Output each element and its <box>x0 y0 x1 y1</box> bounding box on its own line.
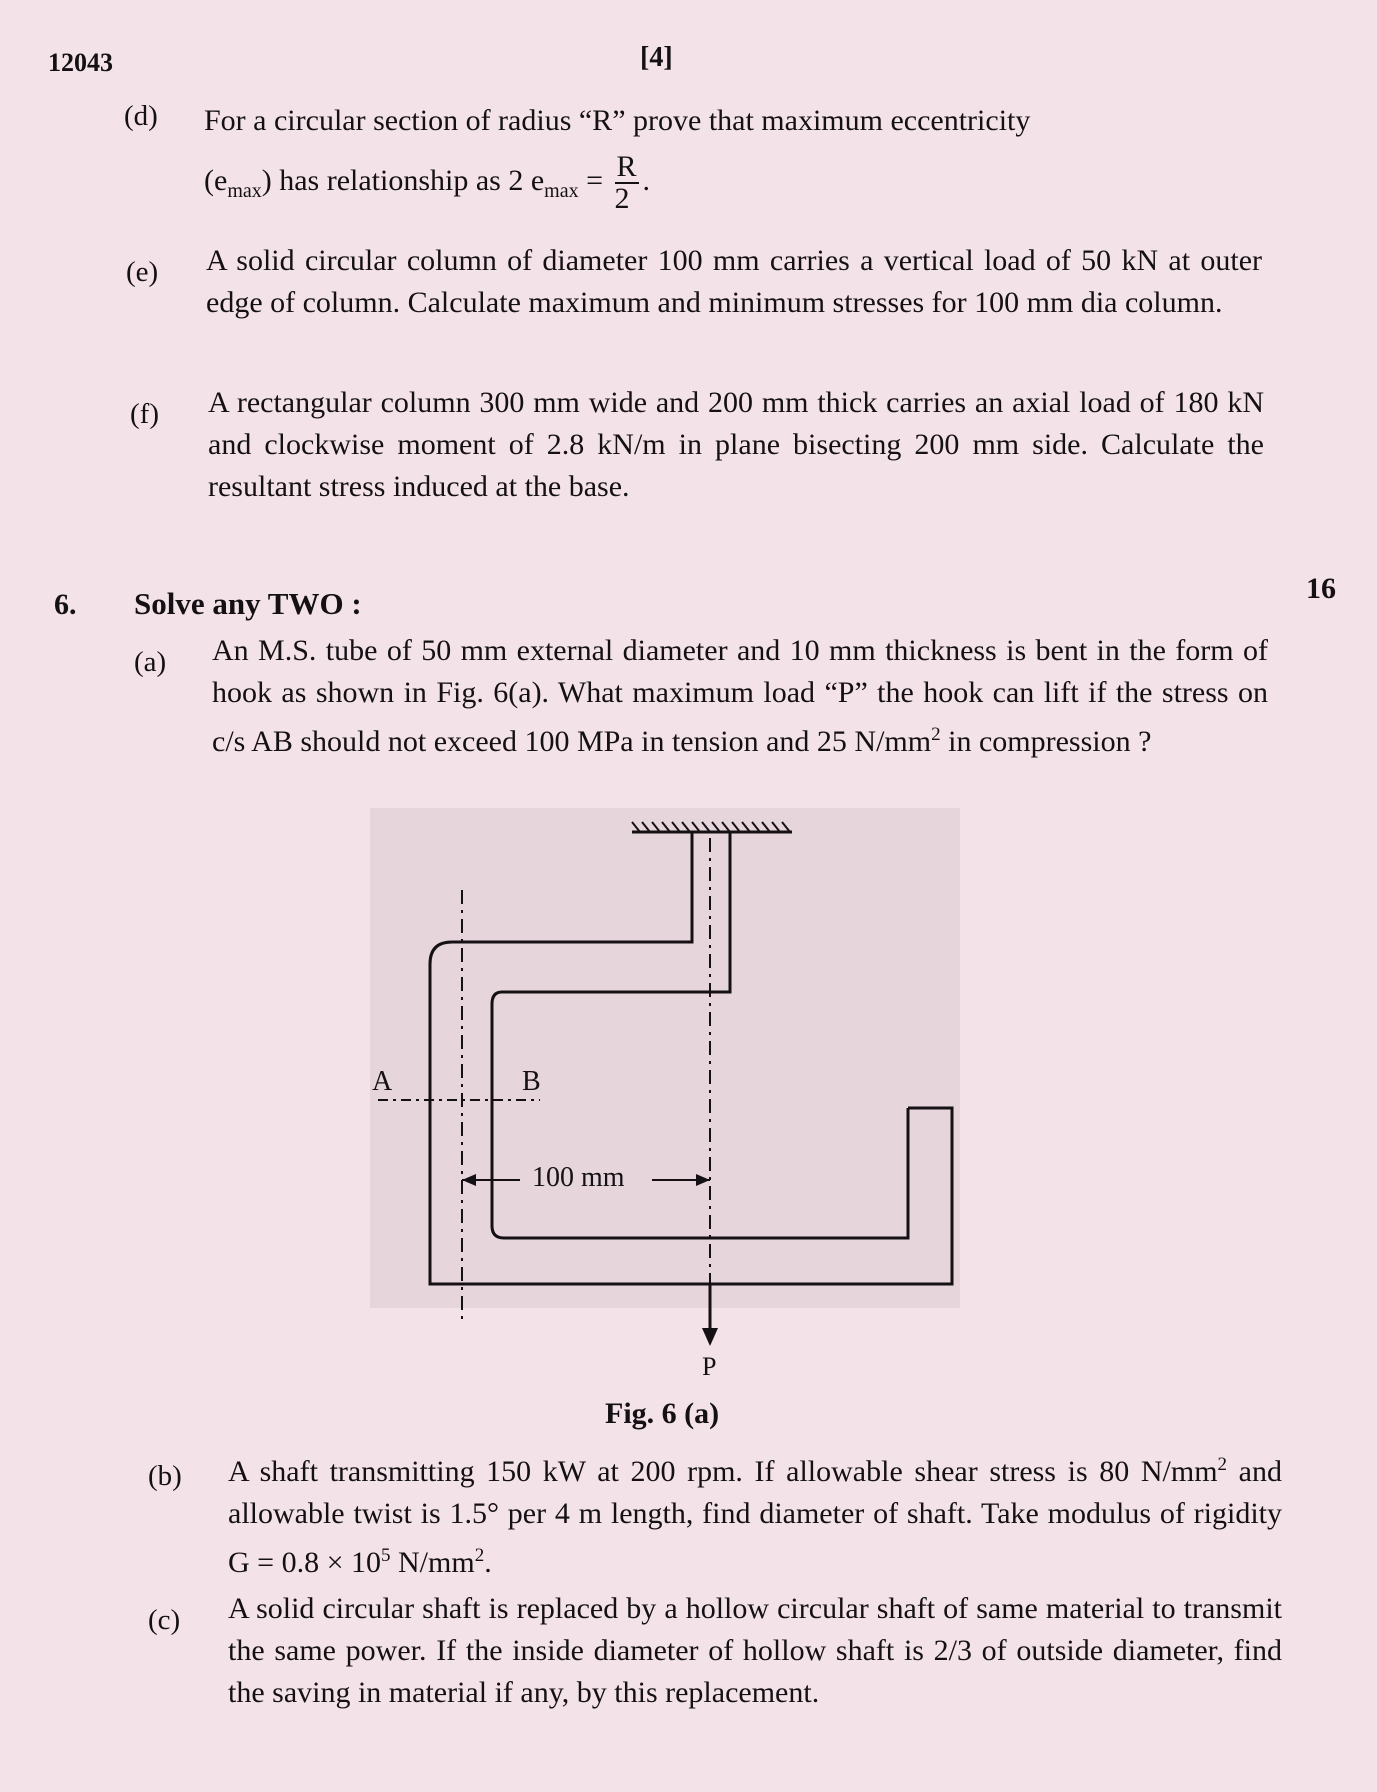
part-a-text: An M.S. tube of 50 mm external diameter and 10 mm thickness is bent in the form of hook as shown in Fig. 6(a). What maximum load “P” the hook can lift if the stress on c/s AB should not exceed 100 MPa in tension and 25 $N/mm^2$ in compression ? <box>212 634 1268 758</box>
part-b-text: A shaft transmitting 150 kW at 200 rpm. If allowable shear stress is 80 $N/mm^2$ and allowable twist is 1.5° per 4 m length, find diameter of shaft. Take modulus of rigidity $G = 0.8 \times 10^5$ $N/mm^2$. <box>228 1454 1282 1579</box>
figure-label-b: B <box>522 1066 541 1097</box>
question-marks: 16 <box>1306 572 1336 605</box>
question-number: 6. <box>54 588 77 621</box>
part-f-label: (f) <box>130 398 159 430</box>
part-d-line1: For a circular section of radius “R” prove that maximum eccentricity <box>204 104 1031 137</box>
fraction-r-over-2: $\frac{R}{2}$ <box>614 150 637 215</box>
figure-label-a: A <box>372 1066 393 1097</box>
page-number: [4] <box>640 42 673 73</box>
part-f-text: A rectangular column 300 mm wide and 200 mm thick carries an axial load of 180 kN and clockwise moment of 2.8 kN/m in plane bisecting 200 mm side. Calculate the resultant stress induced at the base. <box>208 386 1264 503</box>
question-title: Solve any TWO : <box>134 586 362 621</box>
figure-load-label: P <box>702 1352 717 1381</box>
part-d-line2: $(e_{max})$ has relationship as 2 $e_{max}$ = $\frac{R}{2}$ . <box>204 150 651 215</box>
figure-caption: Fig. 6 (a) <box>605 1397 720 1430</box>
part-d-label: (d) <box>124 100 158 132</box>
part-b-label: (b) <box>148 1460 182 1492</box>
part-e-text: A solid circular column of diameter 100 mm carries a vertical load of 50 kN at outer edge of column. Calculate maximum and minimum stresses for 100 mm dia column. <box>206 244 1262 319</box>
part-c-label: (c) <box>148 1604 181 1636</box>
paper-code: 12043 <box>48 48 113 77</box>
part-e-label: (e) <box>126 256 159 288</box>
part-a-label: (a) <box>134 646 167 678</box>
figure-dimension: 100 mm <box>532 1162 625 1193</box>
part-c-text: A solid circular shaft is replaced by a hollow circular shaft of same material to transmit the same power. If the inside diameter of hollow shaft is 2/3 of outside diameter, find the saving in material if any, by this replacement. <box>228 1592 1282 1709</box>
